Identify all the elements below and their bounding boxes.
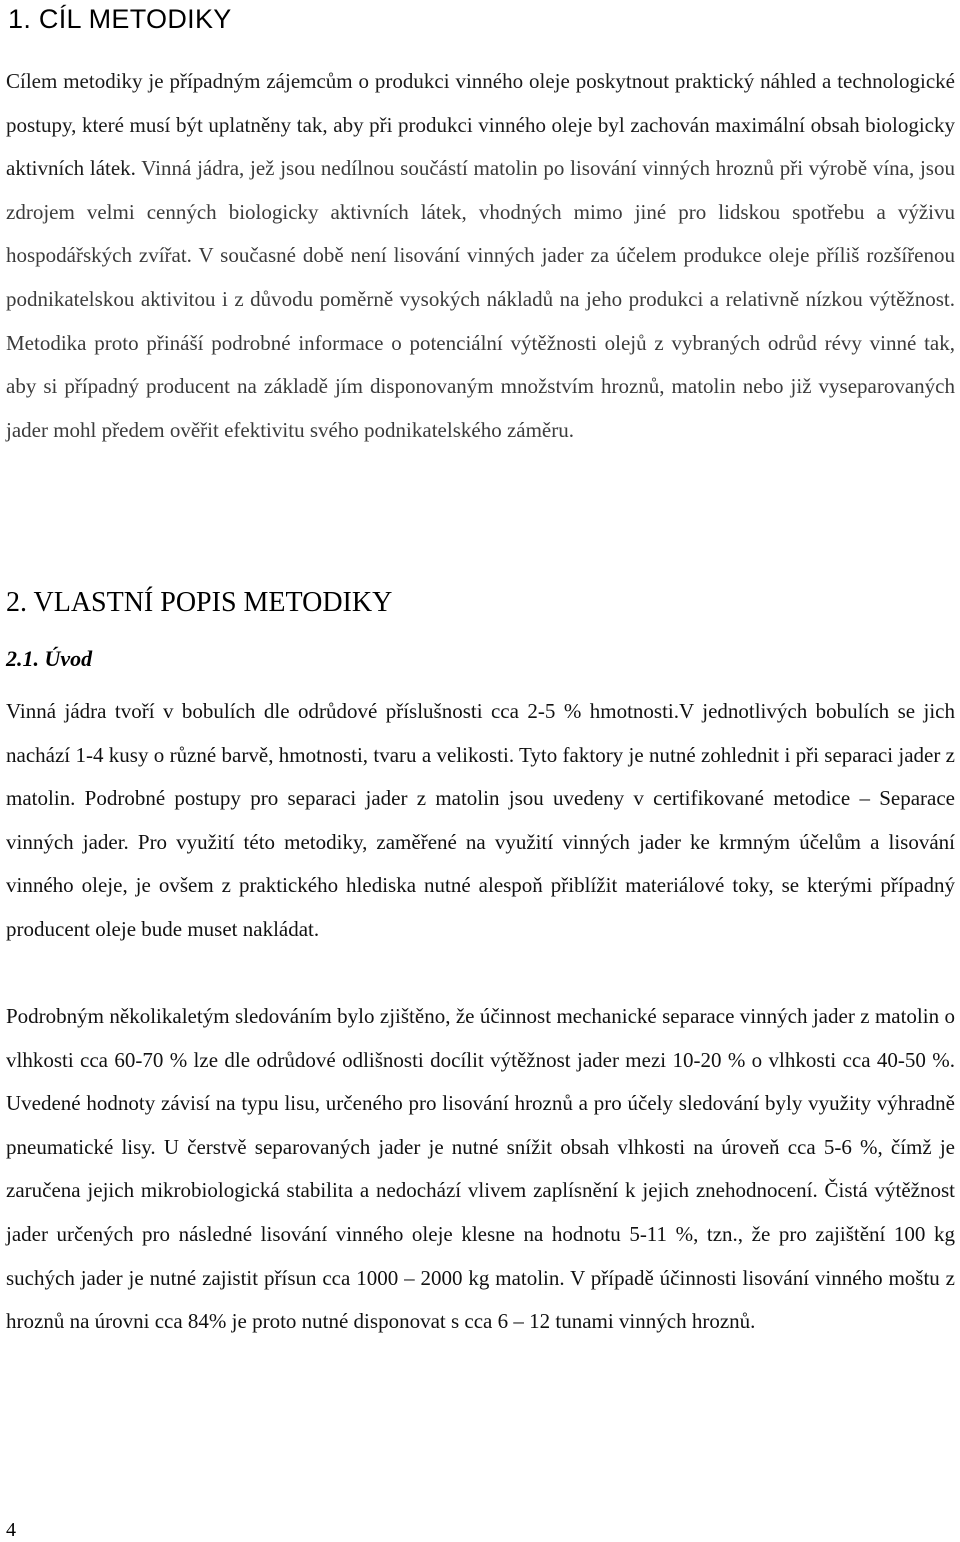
section-1-paragraph: [6, 60, 955, 452]
section-2-1-paragraph-1: Vinná jádra tvoří v bobulích dle odrůdové příslušnosti cca 2-5 % hmotnosti.V jednotlivých bobulích se jich nachází 1-4 kusy o různé barvě, hmotnosti, tvaru a velikosti. Tyto faktory je nutné zohlednit i při separaci jader z matolin. Podrobné postupy pro separaci jader z matolin jsou uvedeny v certifikované metodice – Separace vinných jader. Pro využití této metodiky, zaměřené na využití vinných jader ke krmným účelům a lisování vinného oleje, je ovšem z praktického hlediska nutné alespoň přiblížit materiálové toky, se kterými případný producent oleje bude muset nakládat.: [6, 699, 955, 941]
section-1-heading: 1. CÍL METODIKY: [8, 4, 232, 34]
section-1-paragraph-lead: Cílem metodiky je případným zájemcům o produkci vinného oleje poskytnout praktický náhled a technologické postupy, které musí být uplatněny tak, aby při produkci vinného oleje byl zachován maximální obsah biologicky aktivních látek.: [6, 69, 955, 181]
section-2-heading: 2. VLASTNÍ POPIS METODIKY: [6, 587, 393, 618]
section-2-1-paragraph-2: Podrobným několikaletým sledováním bylo zjištěno, že účinnost mechanické separace vinných jader z matolin o vlhkosti cca 60-70 % lze dle odrůdové odlišnosti docílit výtěžnost jader mezi 10-20 % o vlhkosti cca 40-50 %. Uvedené hodnoty závisí na typu lisu, určeného pro lisování hroznů a pro účely sledování byly využity výhradně pneumatické lisy. U čerstvě separovaných jader je nutné snížit obsah vlhkosti na úroveň cca 5-6 %, čímž je zaručena jejich mikrobiologická stabilita a nedochází vlivem zaplísnění k jejich znehodnocení. Čistá výtěžnost jader určených pro následné lisování vinného oleje klesne na hodnotu 5-11 %, tzn., že pro zajištění 100 kg suchých jader je nutné zajistit přísun cca 1000 – 2000 kg matolin. V případě účinnosti lisování vinného moštu z hroznů na úrovni cca 84% je proto nutné disponovat s cca 6 – 12 tunami vinných hroznů.: [6, 1004, 955, 1334]
subsection-2-1-heading: 2.1. Úvod: [6, 646, 93, 671]
page-number: 4: [6, 1519, 16, 1541]
section-1-paragraph-rest: Vinná jádra, jež jsou nedílnou součástí matolin po lisování vinných hroznů při výrobě vína, jsou zdrojem velmi cenných biologicky aktivních látek, vhodných mimo jiné pro lidskou spotřebu a výživu hospodářských zvířat. V současné době není lisování vinných jader za účelem produkce oleje příliš rozšířenou podnikatelskou aktivitou i z důvodu poměrně vysokých nákladů na jeho produkci a relativně nízkou výtěžnost. Metodika proto přináší podrobné informace o potenciální výtěžnosti olejů z vybraných odrůd révy vinné tak, aby si případný producent na základě jím disponovaným množstvím hroznů, matolin nebo již vyseparovaných jader mohl předem ověřit efektivitu svého podnikatelského záměru.: [6, 156, 955, 442]
